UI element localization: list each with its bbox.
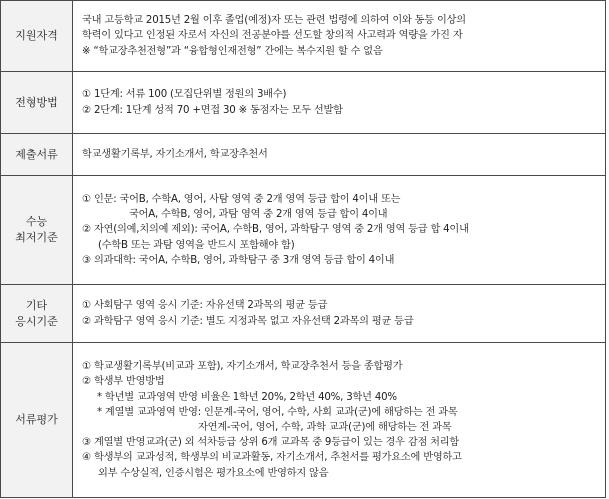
table-row-documents bbox=[1, 134, 606, 176]
table-row-selection-method bbox=[1, 72, 606, 134]
content-line: ※ “학교장추천전형”과 “융합형인재전형” 간에는 복수지원 할 수 없음 bbox=[82, 45, 383, 57]
table-row-eligibility bbox=[1, 1, 606, 72]
content-line: ① 학교생활기록부(비교과 포함), 자기소개서, 학교장추천서 등을 종합평가 bbox=[82, 361, 403, 373]
row-label-line: 수능 bbox=[25, 215, 48, 228]
content-line: ③ 의과대학: 국어A, 수학B, 영어, 과학탐구 중 3개 영역 등급 합이 4이내 bbox=[82, 254, 395, 266]
content-line: 국내 고등학교 2015년 2월 이후 졸업(예정)자 또는 관련 법령에 의하여 이와 동등 이상의 bbox=[82, 15, 466, 27]
row-label-csat-minimum bbox=[1, 176, 73, 285]
row-label-line: 기타 bbox=[25, 298, 48, 312]
table-row-document-evaluation bbox=[1, 343, 606, 498]
content-line: 학교생활기록부, 자기소개서, 학교장추천서 bbox=[82, 148, 268, 160]
content-line: 국어A, 수학B, 영어, 과탐 영역 중 2개 영역 등급 합이 4이내 bbox=[129, 209, 388, 221]
content-line: ① 사회탐구 영역 응시 기준: 자유선택 2과목의 평균 등급 bbox=[82, 300, 328, 312]
content-line: ③ 계열별 반영교과(군) 외 석차등급 상위 6개 교과목 중 9등급이 있는 경우 감점 처리함 bbox=[82, 437, 460, 449]
content-line: (수학B 또는 과탐 영역을 반드시 포함해야 함) bbox=[98, 239, 295, 251]
content-line: ④ 학생부의 교과성적, 학생부의 비교과활동, 자기소개서, 추천서를 평가요소에 반영하고 bbox=[82, 452, 462, 464]
row-label-line: 응시기준 bbox=[15, 314, 58, 328]
content-line: * 학년별 교과영역 반영 비율은 1학년 20%, 2학년 40%, 3학년 40% bbox=[97, 391, 397, 403]
content-line: ② 2단계: 1단계 성적 70 +면접 30 ※ 동점자는 모두 선발함 bbox=[82, 104, 343, 116]
content-line: 학력이 있다고 인정된 자로서 자신의 전공분야를 선도할 창의적 사고력과 역량을 가진 자 bbox=[82, 30, 463, 42]
content-line: ② 자연(의예,치의예 제외): 국어A, 수학B, 영어, 과학탐구 영역 중 2개 영역 등급 합 4이내 bbox=[82, 224, 469, 236]
row-content-csat-minimum bbox=[73, 176, 606, 285]
row-label-selection-method: 전형방법 bbox=[1, 72, 73, 134]
table-row-other-criteria bbox=[1, 285, 606, 343]
row-label-documents: 제출서류 bbox=[1, 134, 73, 176]
content-line: ② 학생부 반영방법 bbox=[82, 376, 165, 388]
content-line: 자연계-국어, 영어, 수학, 과학 교과(군)에 해당하는 전 과목 bbox=[198, 422, 452, 433]
row-label-line: 최저기준 bbox=[15, 231, 58, 244]
row-content-eligibility bbox=[73, 1, 606, 72]
table-row-csat-minimum bbox=[1, 176, 606, 285]
row-label-other-criteria bbox=[1, 285, 73, 343]
row-content-documents bbox=[73, 134, 606, 176]
content-line: ① 인문: 국어B, 수학A, 영어, 사탐 영역 중 2개 영역 등급 합이 4이내 또는 bbox=[82, 193, 401, 205]
row-content-document-evaluation bbox=[73, 343, 606, 498]
content-line: ② 과학탐구 영역 응시 기준: 별도 지정과목 없고 자유선택 2과목의 평균 등급 bbox=[82, 315, 414, 327]
content-line: 외부 수상실적, 인증시험은 평가요소에 반영하지 않음 bbox=[98, 467, 329, 479]
row-content-other-criteria bbox=[73, 285, 606, 343]
content-line: * 계열별 교과영역 반영: 인문계-국어, 영어, 수학, 사회 교과(군)에 해당하는 전 과목 bbox=[97, 406, 458, 418]
row-label-document-evaluation: 서류평가 bbox=[1, 343, 73, 498]
row-label-eligibility: 지원자격 bbox=[1, 1, 73, 72]
row-content-selection-method bbox=[73, 72, 606, 134]
content-line: ① 1단계: 서류 100 (모집단위별 정원의 3배수) bbox=[82, 89, 287, 101]
